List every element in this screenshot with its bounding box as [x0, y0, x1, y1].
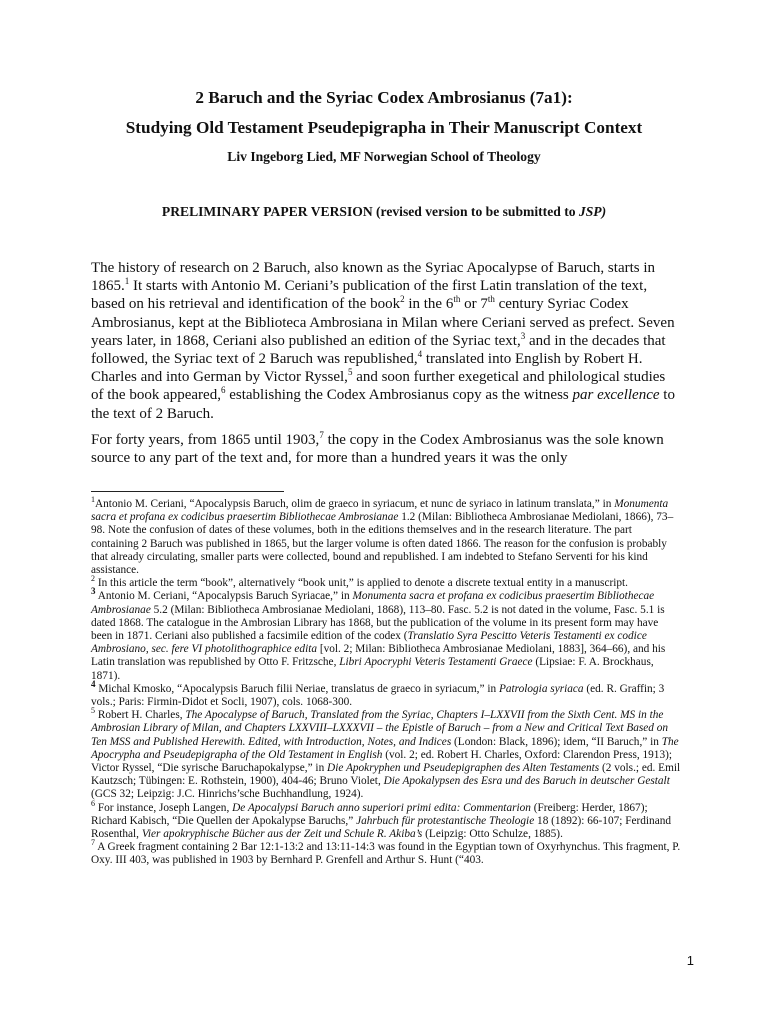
text-run: For instance, Joseph Langen, — [95, 801, 233, 814]
text-run: (London: Black, 1896); idem, “II Baruch,” in — [451, 735, 662, 748]
italic-run: Monumenta sacra et profana ex codicibus praesertim Bibliothecae Ambrosianae — [91, 498, 669, 524]
preliminary-version-note — [0, 203, 768, 221]
page-number: 1 — [686, 953, 694, 968]
italic-run: par excellence — [572, 387, 660, 404]
footnote-ref[interactable]: 7 — [319, 430, 324, 440]
text-run: to the text of 2 Baruch. — [91, 387, 675, 422]
footnote-ref[interactable]: 6 — [220, 385, 226, 396]
text-run: (Freiberg: Herder, 1867); Richard Kabisch, “Die Quellen der Apokalypse Baruchs,” — [91, 801, 648, 827]
body-paragraph-2 — [91, 431, 677, 467]
footnote-ref[interactable]: 3 — [520, 330, 526, 341]
text-run: The history of research on 2 Baruch, also known as the Syriac Apocalypse of Baruch, starts in 1865. — [91, 260, 656, 295]
italic-run: Translatio Syra Pescitto Veteris Testamenti ex codice Ambrosiano, sec. fere VI photolithographice edita — [91, 630, 647, 656]
body-paragraph-1 — [91, 259, 677, 423]
text-run: For forty years, from 1865 until 1903, — [91, 432, 320, 448]
footnote-2 — [91, 574, 681, 590]
footnotes — [91, 495, 681, 868]
footnote-number: 4 — [91, 679, 96, 690]
footnote-ref[interactable]: 1 — [124, 276, 130, 287]
footnote-6 — [91, 798, 681, 842]
footnote-ref[interactable]: 2 — [400, 294, 405, 305]
text-run: (GCS 32; Leipzig: J.C. Hinrichs’sche Buchhandlung, 1924). — [91, 788, 364, 801]
text-run: 1.2 (Milan: Bibliotheca Ambrosianae Mediolani, 1866), 73–98. Note the confusion of dates of these volumes, both in the editions themselves and in the research literature. The part containing 2 Baruch was published in 1865, but the larger volume is often dated 1866. The reason for the confusion is probably that already circulating, smaller parts were collected, bound and republished. I am indebted to Stefano Serventi for his kind assistance. — [91, 511, 674, 577]
text-run: (Leipzig: Otto Schulze, 1885). — [422, 828, 563, 841]
footnote-number: 5 — [91, 706, 95, 716]
text-run: [vol. 2; Milan: Bibliotheca Ambrosianae Mediolani, 1883], 364–66), and his Latin translation was republished by Otto F. Fritzsche, — [91, 643, 666, 669]
text-run: 5.2 (Milan: Bibliotheca Ambrosianae Mediolani, 1868), 113–80. Fasc. 5.2 is not dated in the volume, Fasc. 5.1 is dated 1868. The catalogue in the Ambrosian Library has 1868, but the publication of the volume in its present form may have been in 1871. Ceriani also published a facsimile edition of the codex ( — [91, 603, 665, 643]
text-run: In this article the term “book”, alternatively “book unit,” is applied to denote a discrete textual entity in a manuscript. — [95, 577, 628, 590]
italic-run: Jahrbuch für protestantische Theologie — [356, 814, 535, 827]
author-line: Liv Ingeborg Lied, MF Norwegian School of Theology — [227, 149, 541, 164]
text-run: Antonio M. Ceriani, “Apocalypsis Baruch Syriacae,” in — [95, 590, 353, 603]
text-run: A Greek fragment containing 2 Bar 12:1-13:2 and 13:11-14:3 was found in the Egyptian town of Oxyrhynchus. This fragment, P. Oxy. III 403, was published in 1903 by Bernhard P. Grenfell and Arthur S. Hunt (“403. — [91, 841, 681, 867]
footnote-number: 1 — [91, 495, 95, 505]
preliminary-text: PRELIMINARY PAPER VERSION (revised version to be submitted to — [161, 204, 579, 219]
italic-run: Die Apokalypsen des Esra und des Baruch in deutscher Gestalt — [383, 775, 670, 788]
text-run: century Syriac Codex Ambrosianus, kept at the Biblioteca Ambrosiana in Milan where Ceriani served as prefect. Seven years later, in 1868, Ceriani also published an edition of the Syriac text, — [91, 296, 675, 349]
footnote-number: 2 — [91, 574, 95, 584]
italic-run: Patrologia syriaca — [498, 682, 584, 695]
italic-run: Vier apokryphische Bücher aus der Zeit und Schule R. Akiba’s — [141, 828, 423, 841]
text-run: (ed. R. Graffin; 3 vols.; Paris: Firmin-Didot et Socli, 1907), cols. 1068-300. — [91, 682, 665, 709]
text-run: It starts with Antonio M. Ceriani’s publication of the first Latin translation of the text, based on his retrieval and identification of the book — [91, 278, 648, 313]
footnote-ref[interactable]: 5 — [347, 367, 353, 378]
italic-run: Libri Apocryphi Veteris Testamenti Graece — [339, 656, 533, 669]
text-run: (vol. 2; ed. Robert H. Charles, Oxford: Clarendon Press, 1913); Victor Ryssel, “Die syrische Baruchapokalypse,” in — [91, 748, 672, 775]
italic-run: De Apocalypsi Baruch anno superiori primi edita: Commentarion — [232, 801, 531, 814]
footnote-7 — [91, 838, 681, 867]
italic-run: The Apocalypse of Baruch, Translated from the Syriac, Chapters I–LXXVII from the Sixth Cent. MS in the Ambrosian Library of Milan, and Chapters LXXVIII–LXXXVII – the Epistle of Baruch – from a New and Critical Text Based on Ten MSS and Published Herewith. Edited, with Introduction, Notes, and Indices — [91, 709, 669, 748]
italic-run: Monumenta sacra et profana ex codicibus praesertim Bibliothecae Ambrosianae — [91, 590, 655, 616]
text-run: Antonio M. Ceriani, “Apocalypsis Baruch, olim de graeco in syriacum, et nunc de syriaco in latinum translata,” in — [95, 498, 615, 510]
footnote-number: 7 — [91, 838, 95, 848]
footnote-number: 3 — [91, 586, 96, 597]
footnote-separator — [91, 491, 284, 492]
text-run: (2 vols.; ed. Emil Kautzsch; Tübingen: E. Rothstein, 1900), 404-46; Bruno Violet, — [91, 762, 681, 788]
text-run: translated into English by Robert H. Charles and into German by Victor Ryssel, — [91, 351, 643, 386]
italic-run: Die Apokryphen und Pseudepigraphen des Alten Testaments — [327, 762, 600, 775]
text-run: the copy in the Codex Ambrosianus was the sole known source to any part of the text and, for more than a hundred years it was the only — [91, 432, 664, 467]
text-run: or 7 — [460, 296, 488, 313]
text-run: and in the decades that followed, the Syriac text of 2 Baruch was republished, — [91, 332, 666, 368]
text-run: in the 6 — [404, 296, 454, 313]
ordinal-suffix: th — [487, 294, 495, 305]
paper-title-line-2: Studying Old Testament Pseudepigrapha in Their Manuscript Context — [125, 118, 643, 137]
italic-run: The Apocrypha and Pseudepigrapha of the Old Testament in English — [91, 735, 679, 761]
text-run: Michal Kmosko, “Apocalypsis Baruch filii Neriae, translatus de graeco in syriacum,” in — [95, 682, 499, 695]
paper-title-line-1: 2 Baruch and the Syriac Codex Ambrosianus (7a1): — [195, 88, 573, 107]
text-run: and soon further exegetical and philological studies of the book appeared, — [91, 369, 666, 404]
text-run: establishing the Codex Ambrosianus copy as the witness — [225, 387, 573, 404]
text-run: Robert H. Charles, — [95, 709, 186, 722]
footnote-ref[interactable]: 4 — [417, 349, 423, 360]
footnote-number: 6 — [91, 798, 95, 808]
text-run: (Lipsiae: F. A. Brockhaus, 1871). — [91, 656, 654, 682]
text-run: 18 (1892): 66-107; Ferdinand Rosenthal, — [91, 814, 672, 841]
footnote-5 — [91, 706, 681, 801]
footnote-1 — [91, 495, 681, 577]
ordinal-suffix: th — [453, 294, 461, 305]
footnote-4 — [91, 679, 681, 709]
preliminary-journal: JSP) — [578, 204, 607, 219]
footnote-3 — [91, 586, 681, 682]
